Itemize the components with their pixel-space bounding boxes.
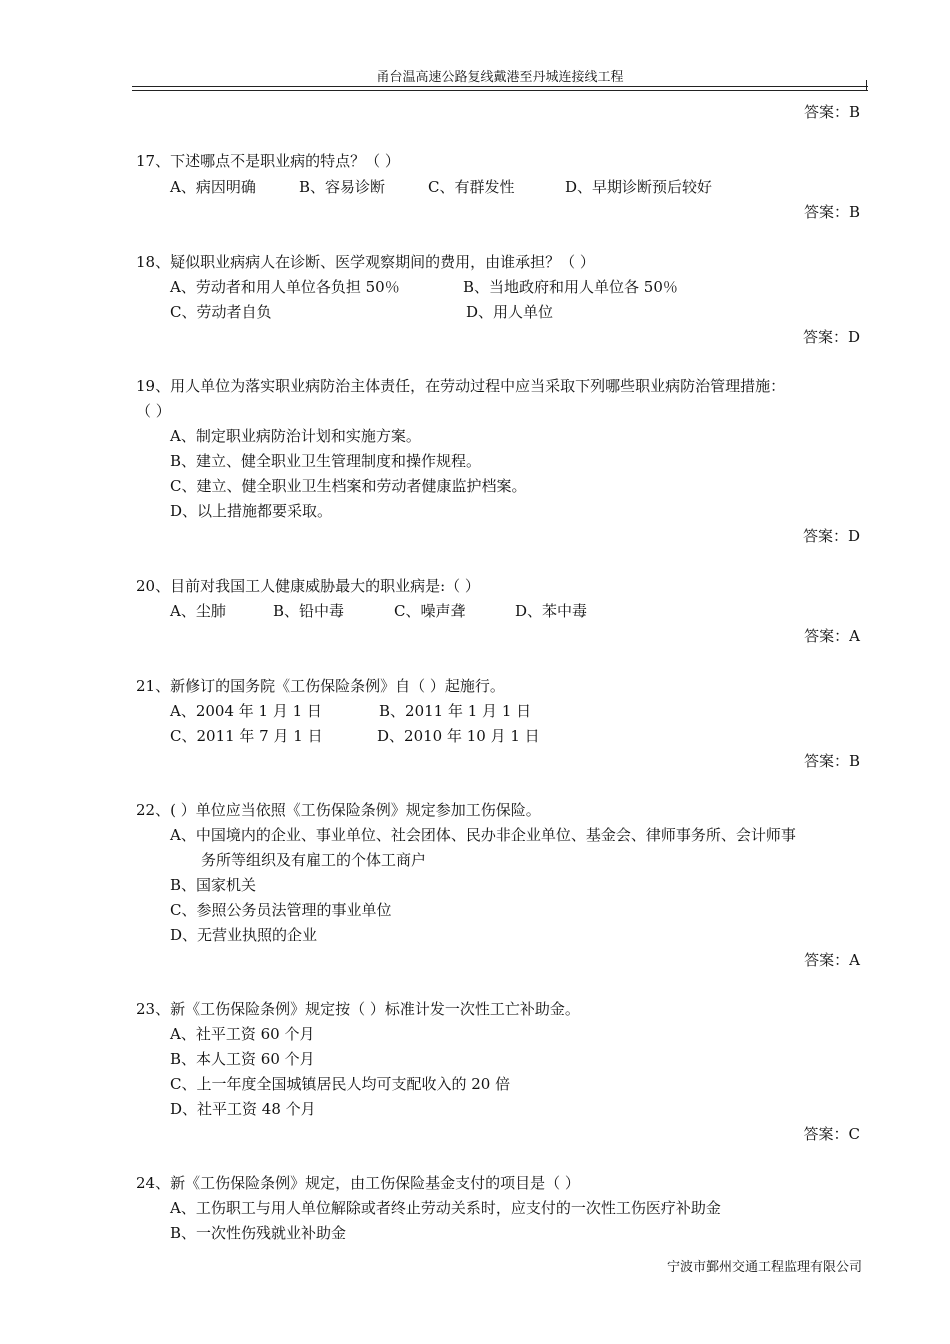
header-rule-tick — [866, 80, 867, 90]
page-header-title: 甬台温高速公路复线戴港至丹城连接线工程 — [376, 70, 624, 85]
q17-option-d: D、早期诊断预后较好 — [565, 178, 713, 196]
q18-option-c: C、劳动者自负 — [170, 303, 272, 321]
answer-q22: 答案：A — [804, 951, 860, 969]
q20-option-d: D、苯中毒 — [515, 602, 588, 620]
q22-option-d: D、无营业执照的企业 — [170, 926, 318, 944]
q17-option-c: C、有群发性 — [428, 178, 515, 196]
q22-option-c: C、参照公务员法管理的事业单位 — [170, 901, 392, 919]
q23-option-a: A、社平工资 60 个月 — [170, 1025, 315, 1043]
q17-option-b: B、容易诊断 — [299, 178, 386, 196]
question-23-stem: 23、新《工伤保险条例》规定按（ ）标准计发一次性工亡补助金。 — [136, 1000, 580, 1018]
q17-option-a: A、病因明确 — [170, 178, 256, 196]
question-18-stem: 18、疑似职业病病人在诊断、医学观察期间的费用，由谁承担？（ ） — [136, 253, 595, 271]
answer-q20: 答案：A — [804, 627, 860, 645]
q22-option-b: B、国家机关 — [170, 876, 257, 894]
q19-option-b: B、建立、健全职业卫生管理制度和操作规程。 — [170, 452, 482, 470]
q19-option-a: A、制定职业病防治计划和实施方案。 — [170, 427, 421, 445]
question-17-stem: 17、下述哪点不是职业病的特点？（ ） — [136, 152, 400, 170]
answer-q16: 答案：B — [803, 103, 860, 121]
q24-option-b: B、一次性伤残就业补助金 — [170, 1224, 347, 1242]
q21-option-d: D、2010 年 10 月 1 日 — [377, 727, 540, 745]
q23-option-c: C、上一年度全国城镇居民人均可支配收入的 20 倍 — [170, 1075, 511, 1093]
header-rule-bottom — [132, 90, 868, 91]
q20-option-a: A、尘肺 — [170, 602, 226, 620]
question-24-stem: 24、新《工伤保险条例》规定，由工伤保险基金支付的项目是（ ） — [136, 1174, 580, 1192]
answer-q18: 答案：D — [802, 328, 860, 346]
question-19-stem-line1: 19、用人单位为落实职业病防治主体责任，在劳动过程中应当采取下列哪些职业病防治管理措施： — [136, 377, 786, 395]
page-footer-company: 宁波市鄞州交通工程监理有限公司 — [666, 1260, 862, 1275]
answer-q17: 答案：B — [803, 203, 860, 221]
q20-option-b: B、铅中毒 — [273, 602, 345, 620]
q23-option-d: D、社平工资 48 个月 — [170, 1100, 316, 1118]
answer-q23: 答案：C — [803, 1125, 860, 1143]
answer-q21: 答案：B — [803, 752, 860, 770]
question-20-stem: 20、目前对我国工人健康威胁最大的职业病是:（ ） — [136, 577, 480, 595]
question-21-stem: 21、新修订的国务院《工伤保险条例》自（ ）起施行。 — [136, 677, 505, 695]
q19-option-d: D、以上措施都要采取。 — [170, 502, 333, 520]
question-19-stem-line2: （ ） — [136, 402, 171, 420]
question-22-stem: 22、( ）单位应当依照《工伤保险条例》规定参加工伤保险。 — [136, 801, 541, 819]
q18-option-d: D、用人单位 — [466, 303, 554, 321]
q20-option-c: C、噪声聋 — [394, 602, 466, 620]
q22-option-a-line2: 务所等组织及有雇工的个体工商户 — [201, 851, 427, 869]
q21-option-a: A、2004 年 1 月 1 日 — [170, 702, 322, 720]
q21-option-c: C、2011 年 7 月 1 日 — [170, 727, 323, 745]
q23-option-b: B、本人工资 60 个月 — [170, 1050, 315, 1068]
header-rule-top — [132, 86, 868, 87]
q22-option-a-line1: A、中国境内的企业、事业单位、社会团体、民办非企业单位、基金会、律师事务所、会计师事 — [170, 826, 796, 844]
q24-option-a: A、工伤职工与用人单位解除或者终止劳动关系时，应支付的一次性工伤医疗补助金 — [170, 1199, 721, 1217]
q19-option-c: C、建立、健全职业卫生档案和劳动者健康监护档案。 — [170, 477, 527, 495]
q21-option-b: B、2011 年 1 月 1 日 — [379, 702, 532, 720]
q18-option-a: A、劳动者和用人单位各负担 50％ — [170, 278, 400, 296]
answer-q19: 答案：D — [802, 527, 860, 545]
q18-option-b: B、当地政府和用人单位各 50％ — [463, 278, 678, 296]
